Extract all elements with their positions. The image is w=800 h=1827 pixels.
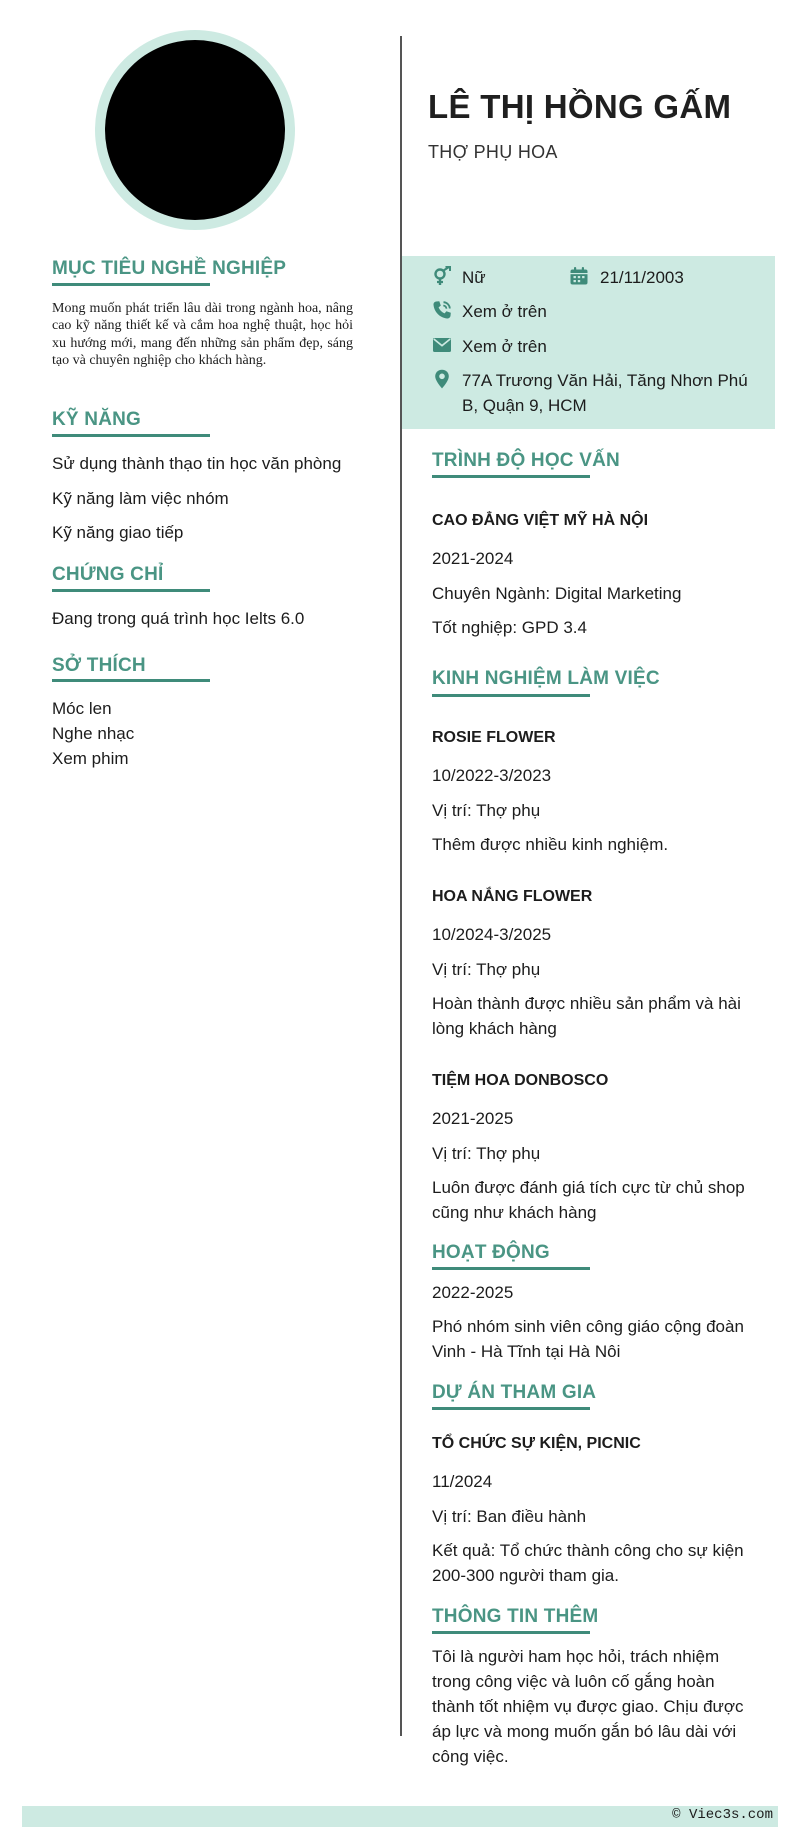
skill-item: Kỹ năng làm việc nhóm (52, 489, 229, 508)
job-title: THỢ PHỤ HOA (428, 142, 558, 162)
objective-underline (52, 283, 210, 286)
projects-underline (432, 1407, 590, 1410)
job-company: ROSIE FLOWER (432, 729, 556, 746)
phone-icon (432, 300, 452, 320)
project-result-cont: 200-300 người tham gia. (432, 1566, 619, 1585)
project-role: Vị trí: Ban điều hành (432, 1507, 587, 1526)
footer-credit: © Viec3s.com (672, 1807, 773, 1823)
job-description-cont: lòng khách hàng (432, 1019, 557, 1038)
job-position: Vị trí: Thợ phụ (432, 1144, 541, 1163)
skill-item: Kỹ năng giao tiếp (52, 523, 184, 542)
education-period: 2021-2024 (432, 549, 514, 568)
location-icon (432, 369, 452, 389)
job-position: Vị trí: Thợ phụ (432, 801, 541, 820)
extra-info-line: trong công việc và luôn cố gắng hoàn (432, 1672, 715, 1691)
extra-info-title: THÔNG TIN THÊM (432, 1606, 599, 1627)
hobby-item: Nghe nhạc (52, 724, 135, 743)
hobbies-underline (52, 679, 210, 682)
birthday-value: 21/11/2003 (600, 268, 684, 287)
activity-description: Phó nhóm sinh viên công giáo cộng đoàn (432, 1317, 744, 1336)
job-company: TIỆM HOA DONBOSCO (432, 1072, 609, 1089)
extra-info-underline (432, 1631, 590, 1634)
job-company: HOA NẮNG FLOWER (432, 888, 593, 905)
job-description: Thêm được nhiều kinh nghiệm. (432, 835, 669, 854)
education-gpa: Tốt nghiệp: GPD 3.4 (432, 618, 587, 637)
job-period: 10/2022-3/2023 (432, 766, 552, 785)
calendar-icon (569, 266, 589, 286)
job-description: Hoàn thành được nhiều sản phẩm và hài (432, 994, 741, 1013)
activities-underline (432, 1267, 590, 1270)
certificate-item: Đang trong quá trình học Ielts 6.0 (52, 609, 305, 628)
education-title: TRÌNH ĐỘ HỌC VẤN (432, 450, 620, 471)
education-major: Chuyên Ngành: Digital Marketing (432, 584, 682, 603)
project-result: Kết quả: Tổ chức thành công cho sự kiện (432, 1541, 744, 1560)
objective-text: Mong muốn phát triển lâu dài trong ngành hoa, nâng cao kỹ năng thiết kế và cắm hoa nghệ thuật, học hỏi xu hướng mới, mang đến những sản phẩm đẹp, sáng tạo và chuyên nghiệp cho khách hàng. (52, 301, 353, 368)
email-icon (432, 335, 452, 355)
skill-item: Sử dụng thành thạo tin học văn phòng (52, 454, 342, 473)
job-description: Luôn được đánh giá tích cực từ chủ shop (432, 1178, 745, 1197)
avatar (105, 40, 285, 220)
phone-value: Xem ở trên (462, 302, 547, 321)
job-position: Vị trí: Thợ phụ (432, 960, 541, 979)
objective-title: MỤC TIÊU NGHỀ NGHIỆP (52, 258, 287, 279)
footer-bar (22, 1806, 778, 1827)
project-period: 11/2024 (432, 1472, 493, 1491)
activities-title: HOẠT ĐỘNG (432, 1242, 550, 1263)
experience-title: KINH NGHIỆM LÀM VIỆC (432, 668, 660, 689)
hobbies-title: SỞ THÍCH (52, 655, 146, 676)
extra-info-line: Tôi là người ham học hỏi, trách nhiệm (432, 1647, 720, 1666)
experience-underline (432, 694, 590, 697)
skills-underline (52, 434, 210, 437)
address-line2: B, Quận 9, HCM (462, 396, 587, 415)
extra-info-line: thành tốt nhiệm vụ được giao. Chịu được (432, 1697, 744, 1716)
address-line1: 77A Trương Văn Hải, Tăng Nhơn Phú (462, 371, 748, 390)
gender-icon (432, 266, 452, 286)
job-period: 10/2024-3/2025 (432, 925, 552, 944)
school-name: CAO ĐẲNG VIỆT MỸ HÀ NỘI (432, 512, 649, 529)
gender-value: Nữ (462, 268, 486, 287)
certificates-title: CHỨNG CHỈ (52, 564, 164, 585)
job-description-cont: cũng như khách hàng (432, 1203, 597, 1222)
hobby-item: Móc len (52, 699, 112, 718)
skills-title: KỸ NĂNG (52, 409, 142, 430)
email-value: Xem ở trên (462, 337, 547, 356)
extra-info-line: công việc. (432, 1747, 509, 1766)
certificates-underline (52, 589, 210, 592)
activity-description-cont: Vinh - Hà Tĩnh tại Hà Nôi (432, 1342, 621, 1361)
job-period: 2021-2025 (432, 1109, 514, 1128)
project-name: TỔ CHỨC SỰ KIỆN, PICNIC (432, 1435, 641, 1452)
candidate-name: LÊ THỊ HỒNG GẤM (428, 88, 732, 125)
extra-info-line: áp lực và mong muốn gắn bó lâu dài với (432, 1722, 737, 1741)
activity-period: 2022-2025 (432, 1283, 514, 1302)
projects-title: DỰ ÁN THAM GIA (432, 1382, 597, 1403)
education-underline (432, 475, 590, 478)
hobby-item: Xem phim (52, 749, 129, 768)
